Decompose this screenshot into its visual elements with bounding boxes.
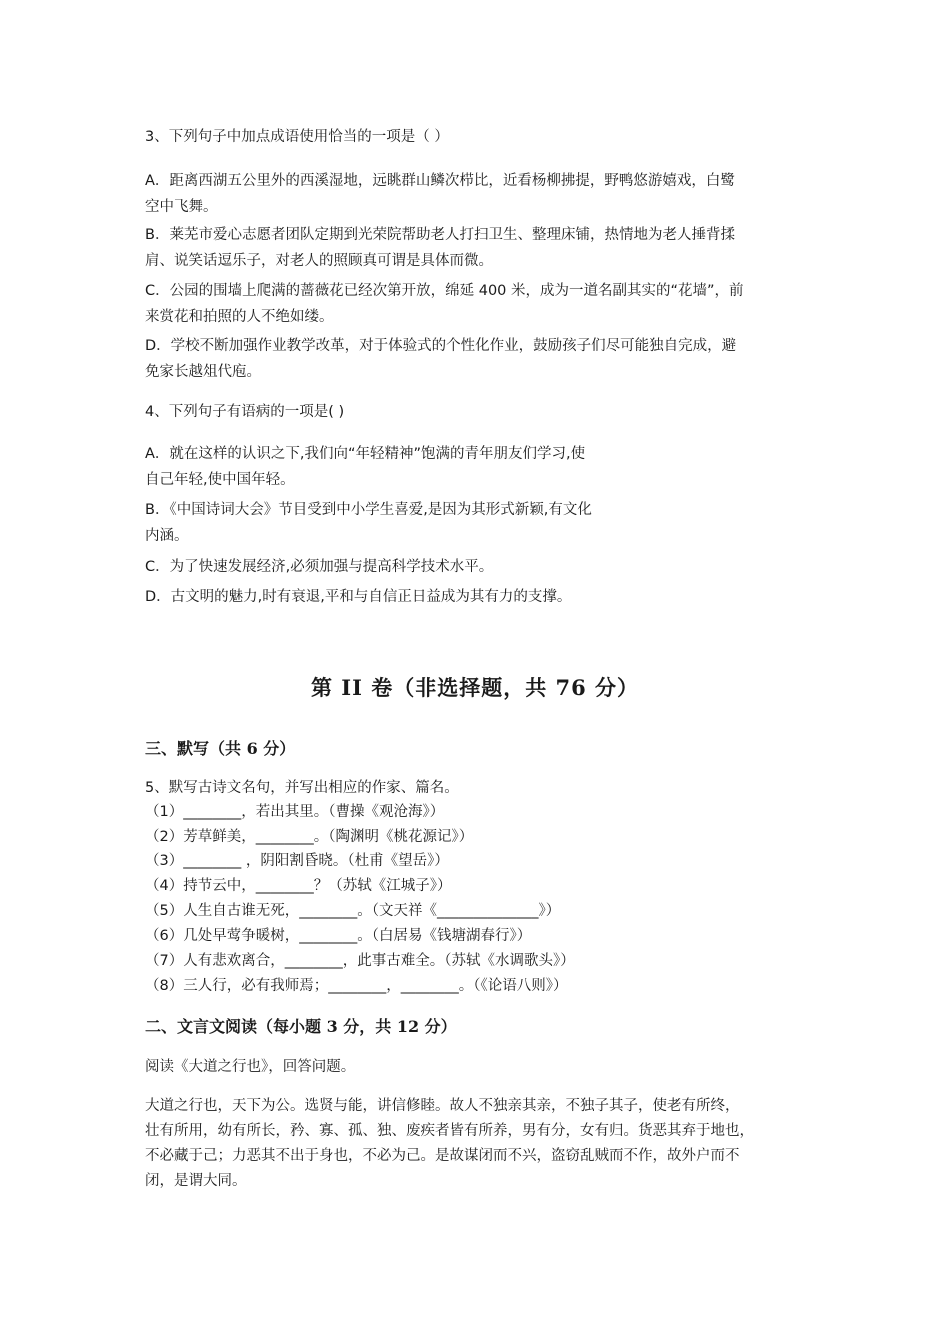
recitation-item-6: （6）几处早莺争暖树，________。（白居易《钱塘湖春行》）	[145, 928, 532, 944]
passage-line-4: 闭，是谓大同。	[145, 1173, 247, 1189]
question-5-stem: 5、默写古诗文名句，并写出相应的作家、篇名。	[145, 780, 459, 796]
reading-intro: 阅读《大道之行也》，回答问题。	[145, 1059, 356, 1075]
question-3-option-a-line2: 空中飞舞。	[145, 199, 218, 215]
section-2-title: 二、文言文阅读（每小题 3 分，共 12 分）	[145, 1017, 457, 1036]
recitation-item-7: （7）人有悲欢离合，________，此事古难全。（苏轼《水调歌头》）	[145, 953, 575, 969]
recitation-item-4: （4）持节云中，________？（苏轼《江城子》）	[145, 878, 452, 894]
question-3-stem: 3、下列句子中加点成语使用恰当的一项是（ ）	[145, 129, 449, 145]
question-4-option-a-line1: A．就在这样的认识之下,我们向“年轻精神”饱满的青年朋友们学习,使	[145, 446, 586, 462]
section-3-title: 三、默写（共 6 分）	[145, 739, 296, 758]
question-3-option-d-line2: 免家长越俎代庖。	[145, 364, 261, 380]
part-2-title: 第 II 卷（非选择题，共 76 分）	[310, 675, 640, 700]
question-3-option-c-line1: C．公园的围墙上爬满的蔷薇花已经次第开放，绵延 400 米，成为一道名副其实的“花墙”，前	[145, 283, 744, 299]
passage-line-3: 不必藏于己；力恶其不出于身也，不必为己。是故谋闭而不兴，盗窃乱贼而不作，故外户而不	[145, 1148, 740, 1164]
question-3-option-a-line1: A．距离西湖五公里外的西溪湿地，远眺群山鳞次栉比，近看杨柳拂提，野鸭悠游嬉戏，白鹭	[145, 173, 735, 189]
question-4-option-a-line2: 自己年轻,使中国年轻。	[145, 472, 295, 488]
question-4-option-d: D．古文明的魅力,时有衰退,平和与自信正日益成为其有力的支撑。	[145, 589, 572, 605]
question-4-option-b-line1: B．《中国诗词大会》节目受到中小学生喜爱,是因为其形式新颖,有文化	[145, 502, 592, 518]
passage-line-2: 壮有所用，幼有所长，矜、寡、孤、独、废疾者皆有所养，男有分，女有归。货恶其弃于地也，	[145, 1123, 754, 1139]
question-4-stem: 4、下列句子有语病的一项是( )	[145, 404, 345, 420]
question-4-option-b-line2: 内涵。	[145, 528, 189, 544]
question-3-option-b-line2: 肩、说笑话逗乐子，对老人的照顾真可谓是具体而微。	[145, 253, 493, 269]
recitation-item-8: （8）三人行，必有我师焉；________，________。（《论语八则》）	[145, 978, 568, 994]
question-4-option-c: C．为了快速发展经济,必须加强与提高科学技术水平。	[145, 559, 494, 575]
question-3-option-c-line2: 来赏花和拍照的人不绝如缕。	[145, 309, 334, 325]
recitation-item-2: （2）芳草鲜美，________。（陶渊明《桃花源记》）	[145, 829, 474, 845]
question-3-option-b-line1: B．莱芜市爱心志愿者团队定期到光荣院帮助老人打扫卫生、整理床铺，热情地为老人捶背揉	[145, 227, 735, 243]
passage-line-1: 大道之行也，天下为公。选贤与能，讲信修睦。故人不独亲其亲，不独子其子，使老有所终，	[145, 1098, 740, 1114]
recitation-item-3: （3）________ ，阴阳割昏晓。（杜甫《望岳》）	[145, 853, 449, 869]
recitation-item-5: （5）人生自古谁无死，________。（文天祥《______________》）	[145, 903, 561, 919]
recitation-item-1: （1）________，若出其里。（曹操《观沧海》）	[145, 804, 445, 820]
question-3-option-d-line1: D．学校不断加强作业教学改革，对于体验式的个性化作业，鼓励孩子们尽可能独自完成，避	[145, 338, 737, 354]
